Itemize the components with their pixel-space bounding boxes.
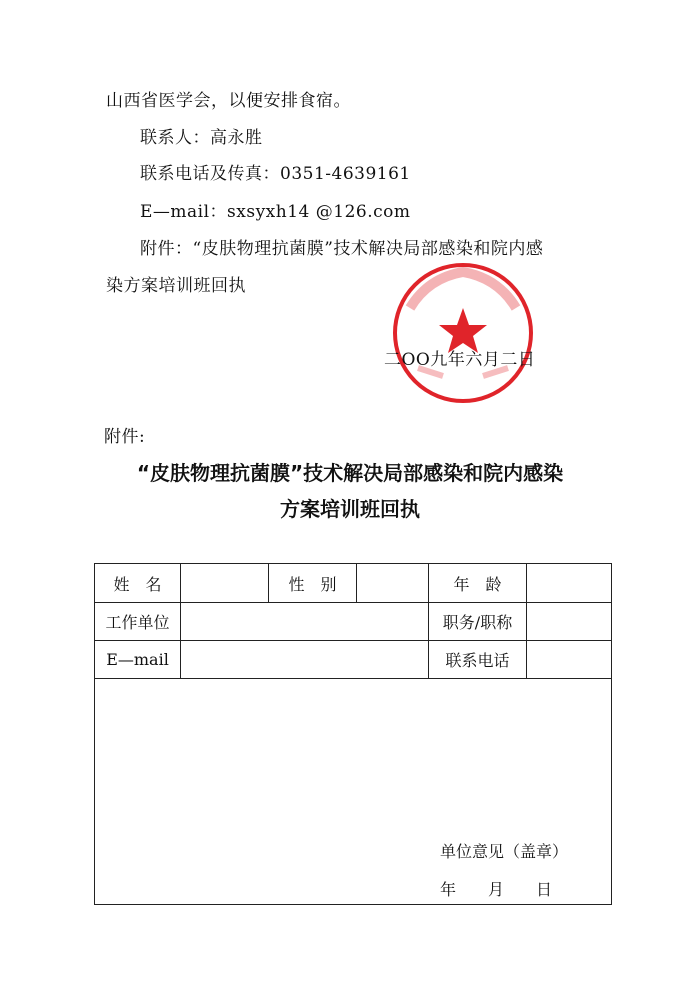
attachment-line-1: 附件：“皮肤物理抗菌膜”技术解决局部感染和院内感 [140, 239, 544, 259]
name-label: 姓 名 [95, 564, 181, 602]
position-field[interactable] [527, 602, 611, 640]
official-seal-stamp [388, 258, 538, 408]
attachment-line-2: 染方案培训班回执 [106, 276, 246, 296]
name-field[interactable] [181, 564, 269, 602]
phone-fax: 联系电话及传真：0351-4639161 [140, 164, 411, 184]
opinion-area[interactable] [95, 679, 611, 904]
form-row-contact [95, 640, 611, 679]
contact-person: 联系人：高永胜 [140, 128, 263, 148]
gender-label: 性 别 [269, 564, 357, 602]
email-label: E—mail [95, 640, 181, 678]
form-row-work [95, 602, 611, 641]
phone-field[interactable] [527, 640, 611, 678]
annex-label: 附件: [104, 427, 146, 447]
age-label: 年 龄 [429, 564, 527, 602]
work-unit-label: 工作单位 [95, 602, 181, 640]
annex-title-line-2: 方案培训班回执 [280, 497, 420, 521]
opinion-date-line: 年 月 日 [440, 880, 553, 899]
work-unit-field[interactable] [181, 602, 429, 640]
unit-opinion-label: 单位意见（盖章） [440, 842, 569, 861]
phone-label: 联系电话 [429, 640, 527, 678]
email-field[interactable] [181, 640, 429, 678]
email-line: E—mail：sxsyxh14 @126.com [140, 202, 411, 222]
gender-field[interactable] [357, 564, 429, 602]
annex-title-line-1: “皮肤物理抗菌膜”技术解决局部感染和院内感染 [136, 461, 564, 485]
position-label: 职务/职称 [429, 602, 527, 640]
form-row-name [95, 564, 611, 603]
letter-date: 二OO九年六月二日 [384, 350, 536, 370]
age-field[interactable] [527, 564, 611, 602]
letter-line-1: 山西省医学会，以便安排食宿。 [106, 91, 351, 111]
reply-form-table [94, 563, 612, 905]
